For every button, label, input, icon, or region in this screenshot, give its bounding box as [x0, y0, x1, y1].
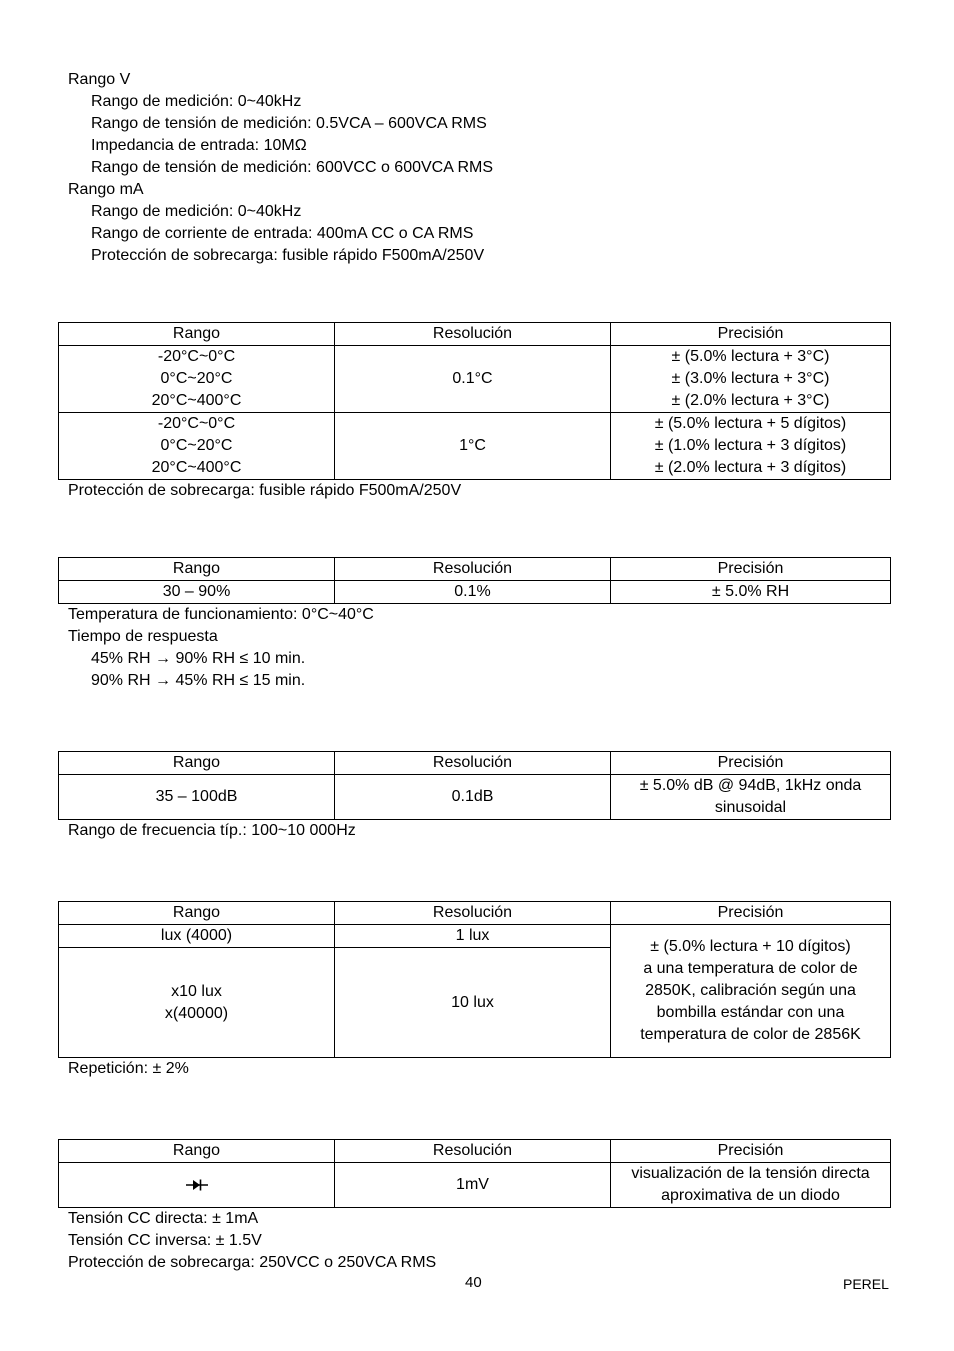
accuracy-value: bombilla estándar con una [656, 1004, 845, 1021]
range-value: 0°C~20°C [160, 370, 233, 387]
resolution-cell: 1°C [335, 413, 611, 480]
accuracy-value: ± (5.0% lectura + 3°C) [671, 348, 830, 365]
accuracy-value: ± (3.0% lectura + 3°C) [671, 370, 830, 387]
sound-table [58, 751, 891, 820]
accuracy-cell: ± 5.0% RH [611, 581, 891, 604]
resolution-cell: 10 lux [335, 948, 611, 1058]
accuracy-value: ± (2.0% lectura + 3°C) [671, 392, 830, 409]
accuracy-value: a una temperatura de color de [643, 960, 858, 977]
header-accuracy: Precisión [611, 323, 891, 346]
temperature-table [58, 322, 891, 480]
brand-label: PEREL [843, 1276, 889, 1292]
header-accuracy: Precisión [611, 902, 891, 925]
table-header-row [59, 752, 891, 775]
range-value: -20°C~0°C [157, 348, 236, 365]
resolution-cell: 1mV [335, 1163, 611, 1208]
table-header-row [59, 1140, 891, 1163]
diode-note: Protección de sobrecarga: 250VCC o 250VCA RMS [68, 1254, 437, 1271]
resolution-cell: 0.1dB [335, 775, 611, 820]
accuracy-value: aproximativa de un diodo [661, 1187, 840, 1204]
range-cell [59, 948, 335, 1058]
range-cell [59, 413, 335, 480]
header-range: Rango [59, 323, 335, 346]
accuracy-cell [611, 925, 891, 1058]
humidity-table [58, 557, 891, 604]
range-value: x(40000) [164, 1004, 229, 1022]
voltage-spec-line: Rango de medición: 0~40kHz [91, 93, 302, 110]
header-range: Rango [59, 558, 335, 581]
header-accuracy: Precisión [611, 558, 891, 581]
resolution-cell: 0.1°C [335, 346, 611, 413]
accuracy-cell [611, 775, 891, 820]
current-spec-line: Protección de sobrecarga: fusible rápido F500mA/250V [91, 247, 485, 264]
accuracy-cell [611, 346, 891, 413]
header-resolution: Resolución [335, 752, 611, 775]
range-value: 20°C~400°C [151, 392, 242, 409]
resolution-cell: 0.1% [335, 581, 611, 604]
accuracy-value: sinusoidal [714, 799, 787, 816]
voltage-spec-line: Rango de tensión de medición: 0.5VCA – 600VCA RMS [91, 115, 487, 132]
light-note: Repetición: ± 2% [68, 1060, 189, 1077]
header-range: Rango [59, 1140, 335, 1163]
temperature-note: Protección de sobrecarga: fusible rápido F500mA/250V [68, 482, 462, 499]
accuracy-value: ± (5.0% lectura + 10 dígitos) [650, 938, 851, 955]
range-value: x10 lux [171, 982, 222, 1000]
humidity-note: Temperatura de funcionamiento: 0°C~40°C [68, 606, 374, 623]
table-row [59, 413, 891, 480]
accuracy-value: visualización de la tensión directa [631, 1165, 870, 1182]
table-row [59, 581, 891, 604]
header-resolution: Resolución [335, 323, 611, 346]
current-title: Rango mA [68, 181, 144, 198]
humidity-note: Tiempo de respuesta [68, 628, 218, 645]
table-header-row [59, 558, 891, 581]
table-header-row [59, 323, 891, 346]
table-row [59, 346, 891, 413]
accuracy-cell [611, 1163, 891, 1208]
range-cell: 30 – 90% [59, 581, 335, 604]
diode-icon [186, 1178, 208, 1192]
voltage-title: Rango V [68, 71, 131, 88]
range-cell: 35 – 100dB [59, 775, 335, 820]
diode-table [58, 1139, 891, 1208]
current-spec-line: Rango de corriente de entrada: 400mA CC o CA RMS [91, 225, 474, 242]
accuracy-value: 2850K, calibración según una [645, 982, 856, 999]
response-time-line: 90% RH → 45% RH ≤ 15 min. [91, 672, 306, 689]
diode-note: Tensión CC directa: ± 1mA [68, 1210, 259, 1227]
accuracy-value: ± 5.0% dB @ 94dB, 1kHz onda [639, 777, 862, 794]
voltage-spec-line: Impedancia de entrada: 10MΩ [91, 137, 307, 154]
page-number: 40 [465, 1274, 482, 1291]
range-value: 0°C~20°C [160, 437, 233, 454]
table-row [59, 925, 891, 948]
range-cell [59, 1163, 335, 1208]
range-cell: lux (4000) [59, 925, 335, 948]
header-resolution: Resolución [335, 1140, 611, 1163]
voltage-spec-line: Rango de tensión de medición: 600VCC o 600VCA RMS [91, 159, 494, 176]
header-range: Rango [59, 752, 335, 775]
sound-note: Rango de frecuencia típ.: 100~10 000Hz [68, 822, 356, 839]
table-row [59, 1163, 891, 1208]
light-table [58, 901, 891, 1058]
range-cell [59, 346, 335, 413]
range-value: 20°C~400°C [151, 459, 242, 476]
accuracy-value: ± (1.0% lectura + 3 dígitos) [654, 437, 847, 454]
header-resolution: Resolución [335, 558, 611, 581]
accuracy-cell [611, 413, 891, 480]
header-accuracy: Precisión [611, 752, 891, 775]
response-time-line: 45% RH → 90% RH ≤ 10 min. [91, 650, 306, 667]
accuracy-value: temperatura de color de 2856K [640, 1026, 861, 1043]
header-range: Rango [59, 902, 335, 925]
table-header-row [59, 902, 891, 925]
header-resolution: Resolución [335, 902, 611, 925]
header-accuracy: Precisión [611, 1140, 891, 1163]
range-value: -20°C~0°C [157, 415, 236, 432]
accuracy-value: ± (2.0% lectura + 3 dígitos) [654, 459, 847, 476]
resolution-cell: 1 lux [335, 925, 611, 948]
diode-note: Tensión CC inversa: ± 1.5V [68, 1232, 262, 1249]
table-row [59, 775, 891, 820]
accuracy-value: ± (5.0% lectura + 5 dígitos) [654, 415, 847, 432]
current-spec-line: Rango de medición: 0~40kHz [91, 203, 302, 220]
